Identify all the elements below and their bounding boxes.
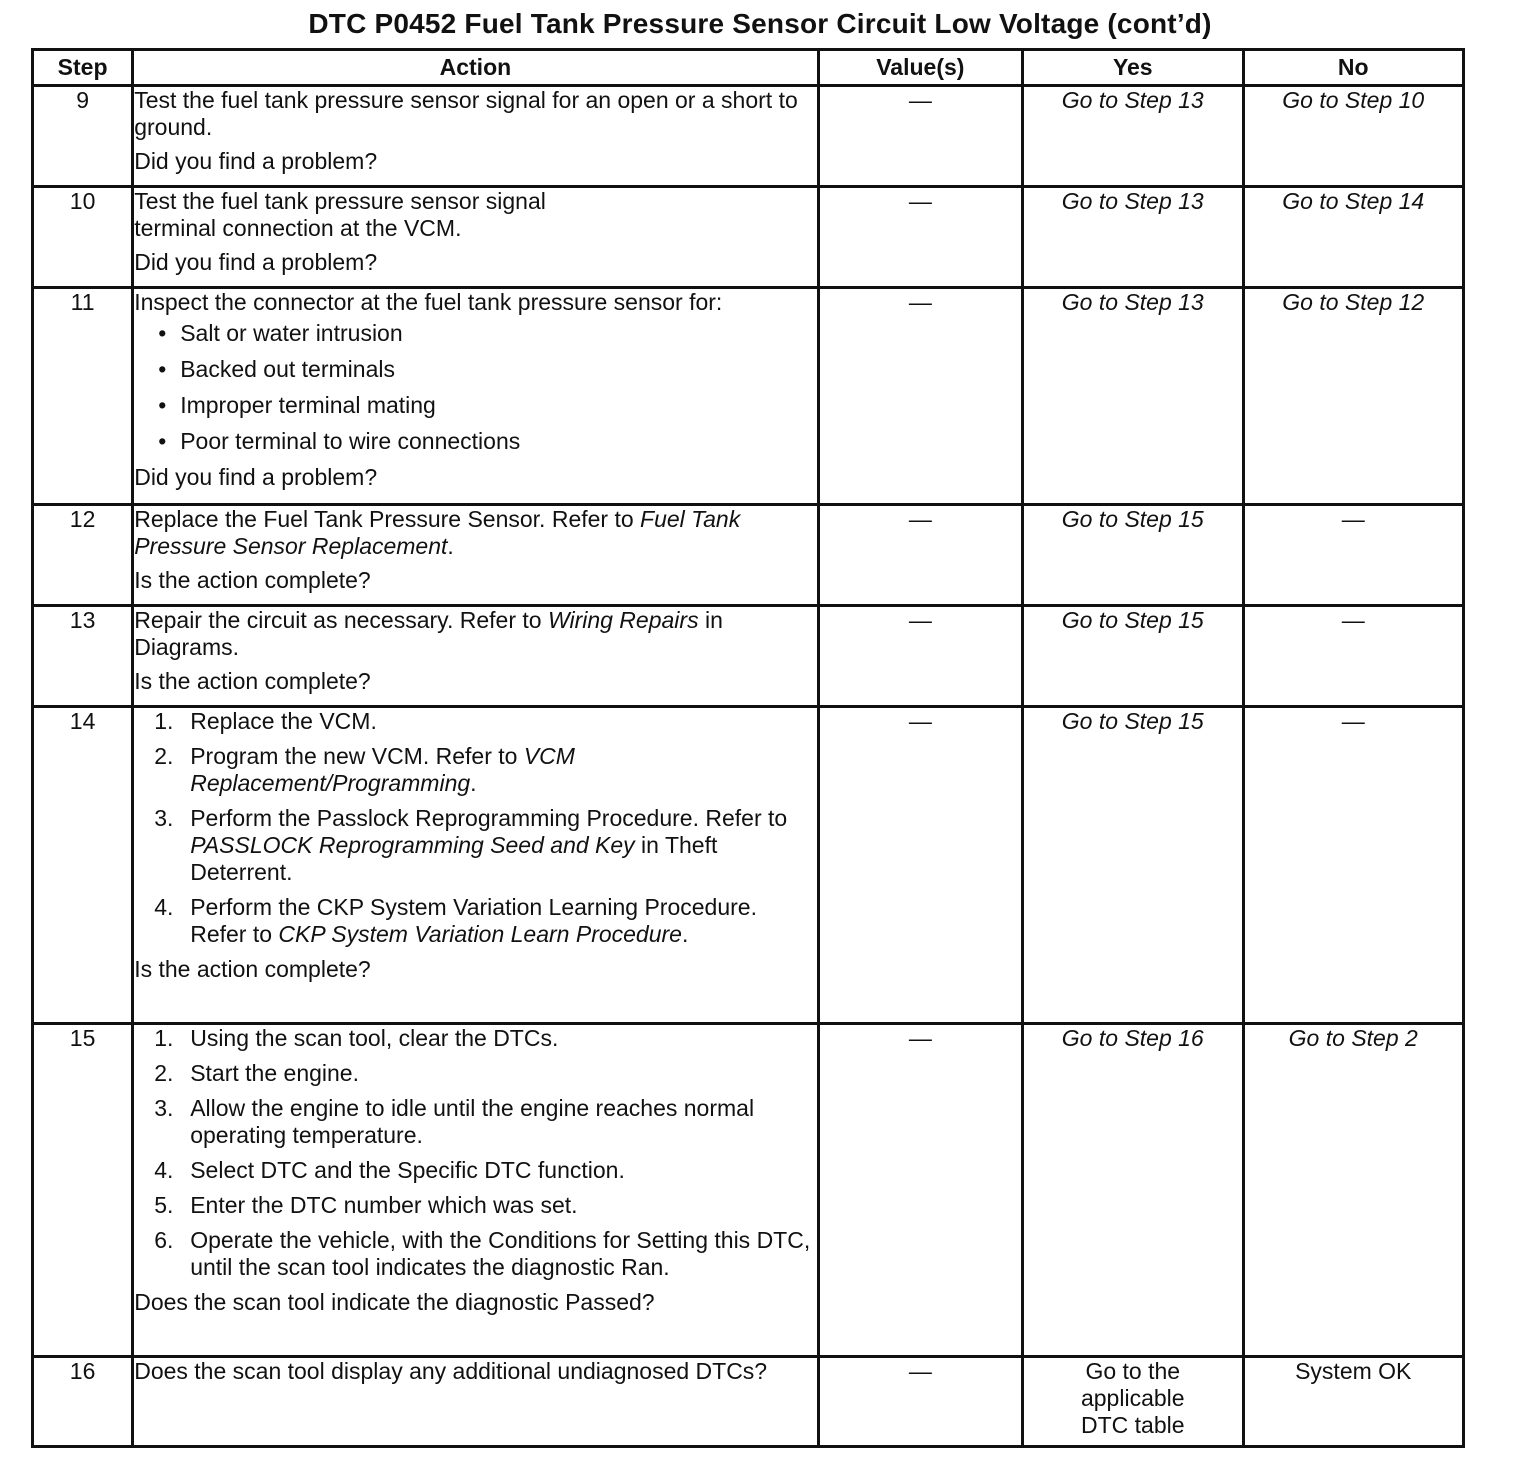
list-item xyxy=(154,708,816,735)
value-cell: — xyxy=(818,86,1022,187)
list-item-text: Start the engine. xyxy=(190,1060,359,1086)
list-number: 3. xyxy=(154,805,174,831)
reference-link-text: Fuel Tank Pressure Sensor Replacement xyxy=(134,506,741,559)
list-item-text: Allow the engine to idle until the engine reaches normal operating temperature. xyxy=(190,1095,755,1148)
value-cell: — xyxy=(818,1024,1022,1357)
table-header-row xyxy=(33,50,1464,86)
table-row xyxy=(33,606,1464,707)
value-cell: — xyxy=(818,606,1022,707)
value-cell: — xyxy=(818,505,1022,606)
list-item: • Improper terminal mating xyxy=(154,392,816,419)
action-text: Inspect the connector at the fuel tank pressure sensor for: xyxy=(134,289,723,315)
list-item-text: Using the scan tool, clear the DTCs. xyxy=(190,1025,559,1051)
numbered-list xyxy=(134,708,816,948)
header-values: Value(s) xyxy=(818,50,1022,86)
header-step: Step xyxy=(33,50,133,86)
list-item xyxy=(154,743,816,797)
step-number: 13 xyxy=(33,606,133,707)
action-cell xyxy=(133,288,818,505)
action-cell xyxy=(133,505,818,606)
no-cell: Go to Step 12 xyxy=(1243,288,1464,505)
list-item xyxy=(154,1025,816,1052)
action-cell xyxy=(133,1024,818,1357)
yes-line: Go to the xyxy=(1085,1358,1181,1384)
action-text-part: Replace the Fuel Tank Pressure Sensor. Refer to xyxy=(134,506,641,532)
list-item-text: Enter the DTC number which was set. xyxy=(190,1192,578,1218)
list-item-text: Perform the CKP System Variation Learning Procedure. Refer to xyxy=(190,894,757,947)
yes-cell: Go to Step 15 xyxy=(1023,707,1243,1024)
value-cell: — xyxy=(818,288,1022,505)
numbered-list xyxy=(134,1025,816,1281)
yes-cell xyxy=(1023,1357,1243,1447)
yes-line: applicable xyxy=(1080,1385,1185,1411)
action-cell xyxy=(133,86,818,187)
yes-cell: Go to Step 15 xyxy=(1023,606,1243,707)
reference-link-text: VCM Replacement/Programming xyxy=(190,743,575,796)
action-cell xyxy=(133,707,818,1024)
no-cell: — xyxy=(1243,707,1464,1024)
no-cell: System OK xyxy=(1243,1357,1464,1447)
list-item-text: in Theft Deterrent. xyxy=(190,832,718,885)
action-cell xyxy=(133,1357,818,1447)
diagnostic-table xyxy=(31,48,1465,1448)
table-row xyxy=(33,1024,1464,1357)
action-text xyxy=(134,607,816,661)
list-item-text: . xyxy=(681,921,689,947)
list-number: 4. xyxy=(154,1157,174,1183)
list-item xyxy=(154,805,816,886)
list-item xyxy=(154,1157,816,1184)
yes-line: DTC table xyxy=(1081,1412,1185,1438)
list-number: 1. xyxy=(154,1025,174,1051)
action-text xyxy=(134,506,816,560)
list-item-text: Select DTC and the Specific DTC function. xyxy=(190,1157,625,1183)
bullet-list xyxy=(134,320,816,455)
action-text-part: in Diagrams. xyxy=(134,607,723,660)
yes-cell: Go to Step 13 xyxy=(1023,86,1243,187)
reference-link-text: Wiring Repairs xyxy=(547,607,699,633)
no-cell: — xyxy=(1243,606,1464,707)
step-number: 14 xyxy=(33,707,133,1024)
table-row xyxy=(33,707,1464,1024)
action-cell xyxy=(133,187,818,288)
no-cell: — xyxy=(1243,505,1464,606)
list-item-text: Program the new VCM. Refer to xyxy=(190,743,524,769)
list-item xyxy=(154,894,816,948)
table-row xyxy=(33,288,1464,505)
yes-cell: Go to Step 13 xyxy=(1023,288,1243,505)
no-cell: Go to Step 10 xyxy=(1243,86,1464,187)
list-item-text: Perform the Passlock Reprogramming Procedure. Refer to xyxy=(190,805,788,831)
step-number: 9 xyxy=(33,86,133,187)
action-text: Test the fuel tank pressure sensor signal for an open or a short to ground. xyxy=(134,87,798,140)
header-action: Action xyxy=(133,50,818,86)
table-row xyxy=(33,1357,1464,1447)
list-number: 2. xyxy=(154,743,174,769)
list-number: 6. xyxy=(154,1227,174,1253)
action-question: Did you find a problem? xyxy=(134,148,378,174)
action-question: Did you find a problem? xyxy=(134,464,378,490)
list-item xyxy=(154,1095,816,1149)
step-number: 16 xyxy=(33,1357,133,1447)
table-row xyxy=(33,86,1464,187)
list-item xyxy=(154,1227,816,1281)
table-row xyxy=(33,187,1464,288)
step-number: 10 xyxy=(33,187,133,288)
header-no: No xyxy=(1243,50,1464,86)
table-row xyxy=(33,505,1464,606)
list-item-text: Operate the vehicle, with the Conditions for Setting this DTC, until the scan tool indicates the diagnostic Ran. xyxy=(190,1227,811,1280)
yes-cell: Go to Step 16 xyxy=(1023,1024,1243,1357)
action-question: Is the action complete? xyxy=(134,567,371,593)
list-item xyxy=(154,1060,816,1087)
value-cell: — xyxy=(818,707,1022,1024)
yes-cell: Go to Step 15 xyxy=(1023,505,1243,606)
action-question: Is the action complete? xyxy=(134,668,371,694)
no-cell: Go to Step 14 xyxy=(1243,187,1464,288)
list-number: 4. xyxy=(154,894,174,920)
list-number: 3. xyxy=(154,1095,174,1121)
action-question: Did you find a problem? xyxy=(134,249,378,275)
yes-cell: Go to Step 13 xyxy=(1023,187,1243,288)
no-cell: Go to Step 2 xyxy=(1243,1024,1464,1357)
list-item xyxy=(154,1192,816,1219)
reference-link-text: PASSLOCK Reprogramming Seed and Key xyxy=(190,832,635,858)
reference-link-text: CKP System Variation Learn Procedure xyxy=(278,921,682,947)
action-text: terminal connection at the VCM. xyxy=(134,215,462,241)
list-item-text: Replace the VCM. xyxy=(190,708,377,734)
list-number: 2. xyxy=(154,1060,174,1086)
action-text-part: Repair the circuit as necessary. Refer to xyxy=(134,607,548,633)
action-question: Is the action complete? xyxy=(134,956,371,982)
list-number: 5. xyxy=(154,1192,174,1218)
list-item: • Poor terminal to wire connections xyxy=(154,428,816,455)
page-title: DTC P0452 Fuel Tank Pressure Sensor Circuit Low Voltage (cont’d) xyxy=(308,8,1212,39)
step-number: 11 xyxy=(33,288,133,505)
action-text: Test the fuel tank pressure sensor signal xyxy=(134,188,546,214)
step-number: 12 xyxy=(33,505,133,606)
value-cell: — xyxy=(818,1357,1022,1447)
action-cell xyxy=(133,606,818,707)
action-question: Does the scan tool indicate the diagnostic Passed? xyxy=(134,1289,655,1315)
list-item: • Backed out terminals xyxy=(154,356,816,383)
list-item: • Salt or water intrusion xyxy=(154,320,816,347)
action-text-part: . xyxy=(447,533,454,559)
action-question: Does the scan tool display any additional undiagnosed DTCs? xyxy=(134,1358,768,1384)
step-number: 15 xyxy=(33,1024,133,1357)
list-number: 1. xyxy=(154,708,174,734)
header-yes: Yes xyxy=(1023,50,1243,86)
value-cell: — xyxy=(818,187,1022,288)
list-item-text: . xyxy=(470,770,477,796)
